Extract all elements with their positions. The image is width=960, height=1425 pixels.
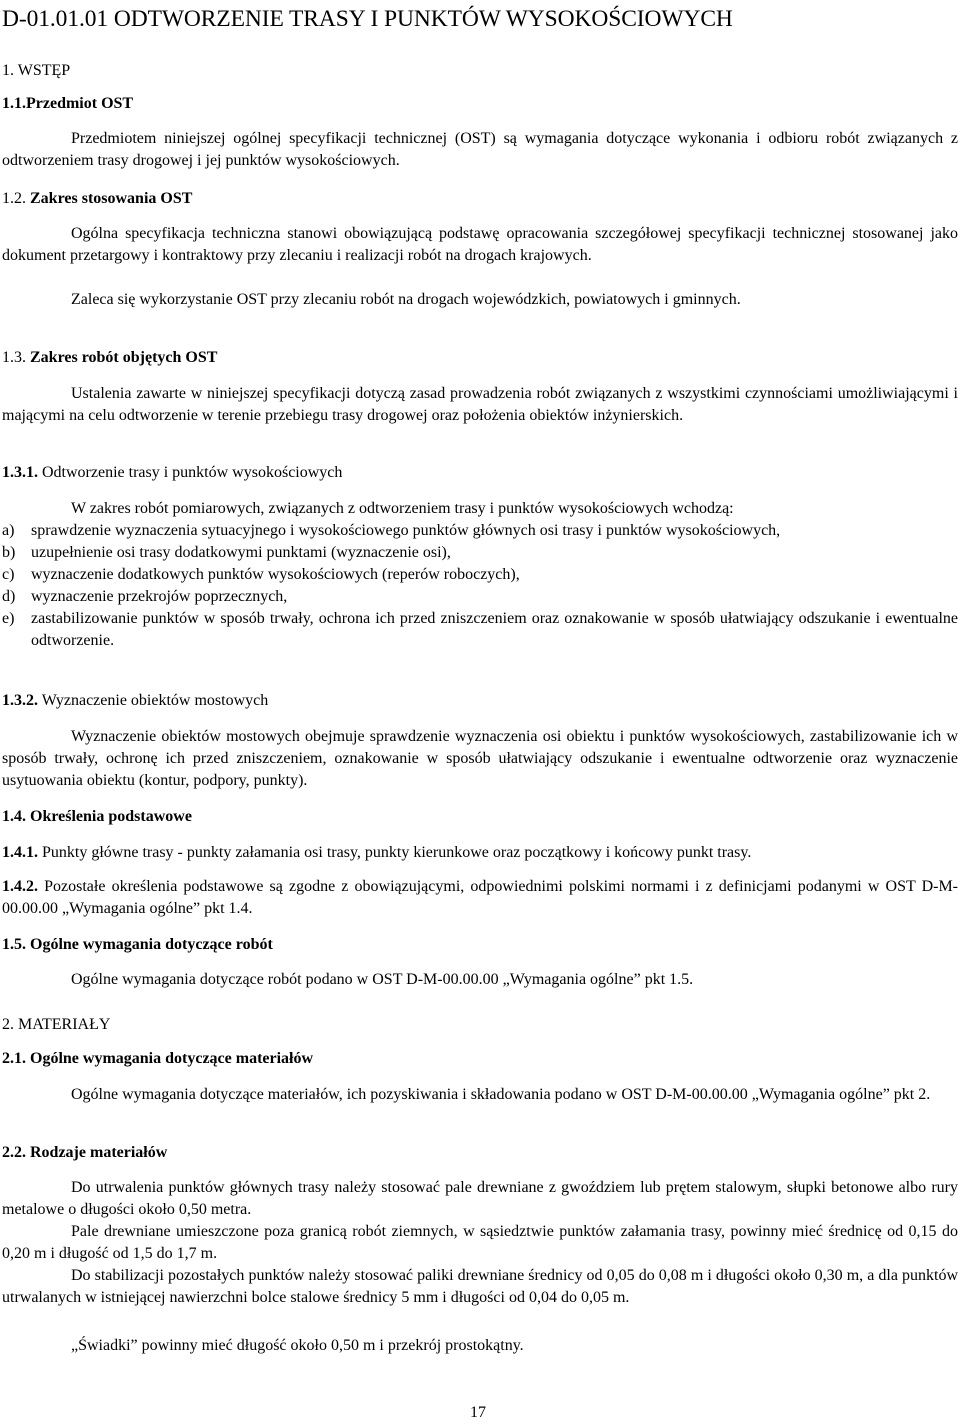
section-1-4-2-text: Pozostałe określenia podstawowe są zgodne z obowiązującymi, odpowiednimi polskimi normami i z definicjami podanymi w OST D-M-00.00.00 „Wymagania ogólne” pkt 1.4. <box>2 878 959 917</box>
section-1-3-number: 1.3. <box>2 349 26 366</box>
section-1-3-1-title: Odtworzenie trasy i punktów wysokościowych <box>42 464 343 481</box>
document-title: D-01.01.01 ODTWORZENIE TRASY I PUNKTÓW WYSOKOŚCIOWYCH <box>2 6 733 32</box>
section-1-3-2-body: Wyznaczenie obiektów mostowych obejmuje sprawdzenie wyznaczenia osi obiektu i punktów wysokościowych, zastabilizowanie ich w sposób trwały, ochronę ich przed zniszczeniem, oznakowanie w sposób ułatwiający odszukanie i ewentualne odtworzenie oraz wyznaczenie usytuowania obiektu (kontur, podpory, punkty). <box>2 728 958 789</box>
section-1-3-body: Ustalenia zawarte w niniejszej specyfikacji dotyczą zasad prowadzenia robót związanych z wszystkimi czynnościami umożliwiającymi i mającymi na celu odtworzenie w terenie przebiegu trasy drogowej oraz położenia obiektów inżynierskich. <box>2 385 958 424</box>
section-1-4-heading: 1.4. Określenia podstawowe <box>2 808 192 825</box>
list-item <box>2 586 958 608</box>
list-item-label: a) <box>2 522 15 539</box>
list-item-text: zastabilizowanie punktów w sposób trwały, ochrona ich przed zniszczeniem oraz oznakowanie w sposób ułatwiający odszukanie i ewentualne odtworzenie. <box>31 610 958 649</box>
page-number: 17 <box>470 1404 486 1421</box>
section-1-5-body: Ogólne wymagania dotyczące robót podano w OST D-M-00.00.00 „Wymagania ogólne” pkt 1.5. <box>71 971 694 988</box>
section-1-1-body: Przedmiotem niniejszej ogólnej specyfikacji technicznej (OST) są wymagania dotyczące wykonania i odbioru robót związanych z odtworzeniem trasy drogowej i jej punktów wysokościowych. <box>2 130 958 169</box>
section-1-heading: 1. WSTĘP <box>2 62 71 79</box>
list-item-text: wyznaczenie dodatkowych punktów wysokościowych (reperów roboczych), <box>31 566 520 583</box>
section-1-3-heading <box>2 347 958 369</box>
section-1-3-1-heading <box>2 462 958 484</box>
section-1-4-2-number: 1.4.2. <box>2 878 38 895</box>
section-1-5-heading: 1.5. Ogólne wymagania dotyczące robót <box>2 936 273 953</box>
section-1-2-recommendation: Zaleca się wykorzystanie OST przy zlecaniu robót na drogach wojewódzkich, powiatowych i gminnych. <box>71 291 741 308</box>
section-1-3-2-number: 1.3.2. <box>2 692 38 709</box>
section-1-2-heading <box>2 188 958 210</box>
list-item-label: c) <box>2 566 15 583</box>
section-2-2-paragraph-4: „Świadki” powinny mieć długość około 0,50 m i przekrój prostokątny. <box>71 1337 524 1354</box>
section-2-2-paragraph-2: Pale drewniane umieszczone poza granicą robót ziemnych, w sąsiedztwie punktów załamania trasy, powinny mieć średnicę od 0,15 do 0,20 m i długość od 1,5 do 1,7 m. <box>2 1223 958 1262</box>
list-item <box>2 608 958 652</box>
section-2-2-paragraph-3: Do stabilizacji pozostałych punktów należy stosować paliki drewniane średnicy od 0,05 do 0,08 m i długości około 0,30 m, a dla punktów utrwalanych w istniejącej nawierzchni bolce stalowe średnicy 5 mm i długości od 0,04 do 0,05 m. <box>2 1267 958 1306</box>
section-1-4-1-text: Punkty główne trasy - punkty załamania osi trasy, punkty kierunkowe oraz początkowy i końcowy punkt trasy. <box>42 844 752 861</box>
section-1-4-2 <box>2 876 958 920</box>
section-2-2-heading: 2.2. Rodzaje materiałów <box>2 1144 168 1161</box>
section-1-3-2-heading <box>2 690 958 712</box>
section-2-1-heading: 2.1. Ogólne wymagania dotyczące materiałów <box>2 1050 314 1067</box>
work-scope-list <box>2 520 958 652</box>
list-item-text: uzupełnienie osi trasy dodatkowymi punktami (wyznaczenie osi), <box>31 544 451 561</box>
list-item <box>2 564 958 586</box>
section-1-3-title: Zakres robót objętych OST <box>30 349 218 366</box>
section-2-2-paragraph-1: Do utrwalenia punktów głównych trasy należy stosować pale drewniane z gwoździem lub prętem stalowym, słupki betonowe albo rury metalowe o długości około 0,50 metra. <box>2 1179 958 1218</box>
section-1-1-heading: 1.1.Przedmiot OST <box>2 95 134 112</box>
list-item-label: d) <box>2 588 16 605</box>
list-item-text: wyznaczenie przekrojów poprzecznych, <box>31 588 288 605</box>
list-item-label: e) <box>2 610 15 627</box>
section-1-2-number: 1.2. <box>2 190 26 207</box>
section-1-4-1-number: 1.4.1. <box>2 844 38 861</box>
section-2-heading: 2. MATERIAŁY <box>2 1016 111 1033</box>
list-item-text: sprawdzenie wyznaczenia sytuacyjnego i wysokościowego punktów głównych osi trasy i punktów wysokościowych, <box>31 522 781 539</box>
section-1-2-body: Ogólna specyfikacja techniczna stanowi obowiązującą podstawę opracowania szczegółowej specyfikacji technicznej stosowanej jako dokument przetargowy i kontraktowy przy zlecaniu i realizacji robót na drogach krajowych. <box>2 225 958 264</box>
list-item-label: b) <box>2 544 16 561</box>
section-2-1-body: Ogólne wymagania dotyczące materiałów, ich pozyskiwania i składowania podano w OST D-M-00.00.00 „Wymagania ogólne” pkt 2. <box>71 1086 931 1103</box>
section-1-3-1-number: 1.3.1. <box>2 464 38 481</box>
section-1-3-1-intro: W zakres robót pomiarowych, związanych z odtworzeniem trasy i punktów wysokościowych wchodzą: <box>71 500 734 517</box>
section-1-3-2-title: Wyznaczenie obiektów mostowych <box>41 692 269 709</box>
list-item <box>2 520 958 542</box>
section-1-4-1 <box>2 842 958 864</box>
list-item <box>2 542 958 564</box>
section-1-2-title: Zakres stosowania OST <box>30 190 193 207</box>
